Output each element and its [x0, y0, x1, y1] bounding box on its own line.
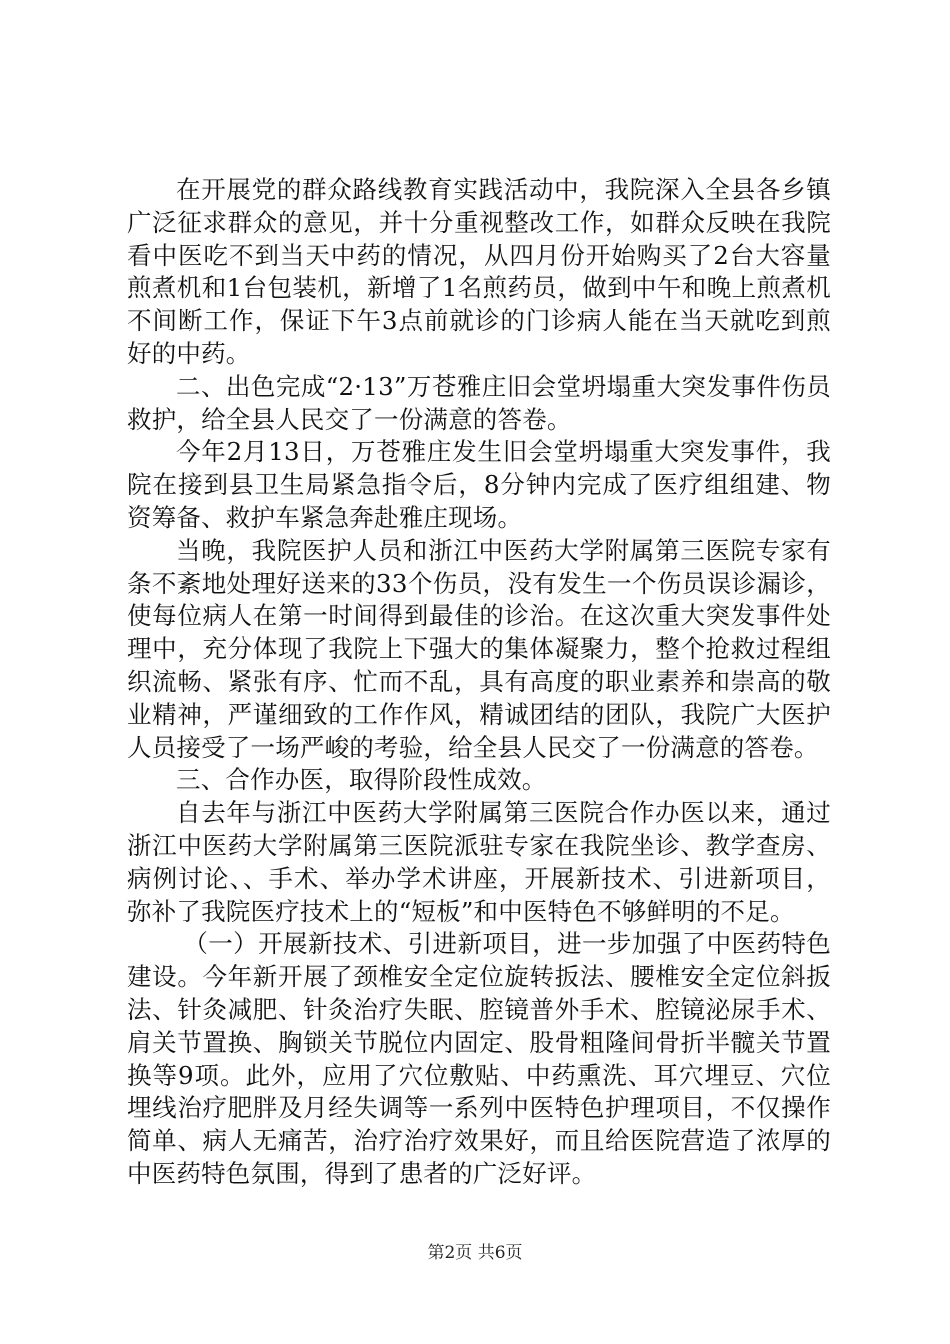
heading-section-two: 二、出色完成“2·13”万苍雅庄旧会堂坍塌重大突发事件伤员救护，给全县人民交了一份满意的答卷。 [127, 371, 831, 434]
paragraph-new-technologies: （一）开展新技术、引进新项目，进一步加强了中医药特色建设。今年新开展了颈椎安全定位旋转扳法、腰椎安全定位斜扳法、针灸减肥、针灸治疗失眠、腔镜普外手术、腔镜泌尿手术、肩关节置换、胸锁关节脱位内固定、股骨粗隆间骨折半髋关节置换等9项。此外，应用了穴位敷贴、中药熏洗、耳穴埋豆、穴位埋线治疗肥胖及月经失调等一系列中医特色护理项目，不仅操作简单、病人无痛苦，治疗治疗效果好，而且给医院营造了浓厚的中医药特色氛围，得到了患者的广泛好评。 [127, 929, 831, 1188]
paragraph-mass-line-rectification: 在开展党的群众路线教育实践活动中，我院深入全县各乡镇广泛征求群众的意见，并十分重视整改工作，如群众反映在我院看中医吃不到当天中药的情况，从四月份开始购买了2台大容量煎煮机和1台包装机，新增了1名煎药员，做到中午和晚上煎煮机不间断工作，保证下午3点前就诊的门诊病人能在当天就吃到煎好的中药。 [127, 175, 831, 368]
paragraph-casualty-treatment: 当晚，我院医护人员和浙江中医药大学附属第三医院专家有条不紊地处理好送来的33个伤员，没有发生一个伤员误诊漏诊，使每位病人在第一时间得到最佳的诊治。在这次重大突发事件处理中，充分体现了我院上下强大的集体凝聚力，整个抢救过程组织流畅、紧张有序、忙而不乱，具有高度的职业素养和崇高的敬业精神，严谨细致的工作作风，精诚团结的团队，我院广大医护人员接受了一场严峻的考验，给全县人民交了一份满意的答卷。 [127, 535, 831, 762]
paragraph-cooperation: 自去年与浙江中医药大学附属第三医院合作办医以来，通过浙江中医药大学附属第三医院派驻专家在我院坐诊、教学查房、病例讨论、、手术、举办学术讲座，开展新技术、引进新项目，弥补了我院医疗技术上的“短板”和中医特色不够鲜明的不足。 [127, 798, 831, 926]
body-text [127, 174, 831, 1191]
paragraph-emergency-response: 今年2月13日，万苍雅庄发生旧会堂坍塌重大突发事件，我院在接到县卫生局紧急指令后，8分钟内完成了医疗组组建、物资筹备、救护车紧急奔赴雅庄现场。 [127, 437, 831, 532]
heading-section-three: 三、合作办医，取得阶段性成效。 [176, 765, 547, 795]
page-number-footer: 第2页 共6页 [427, 1243, 523, 1263]
